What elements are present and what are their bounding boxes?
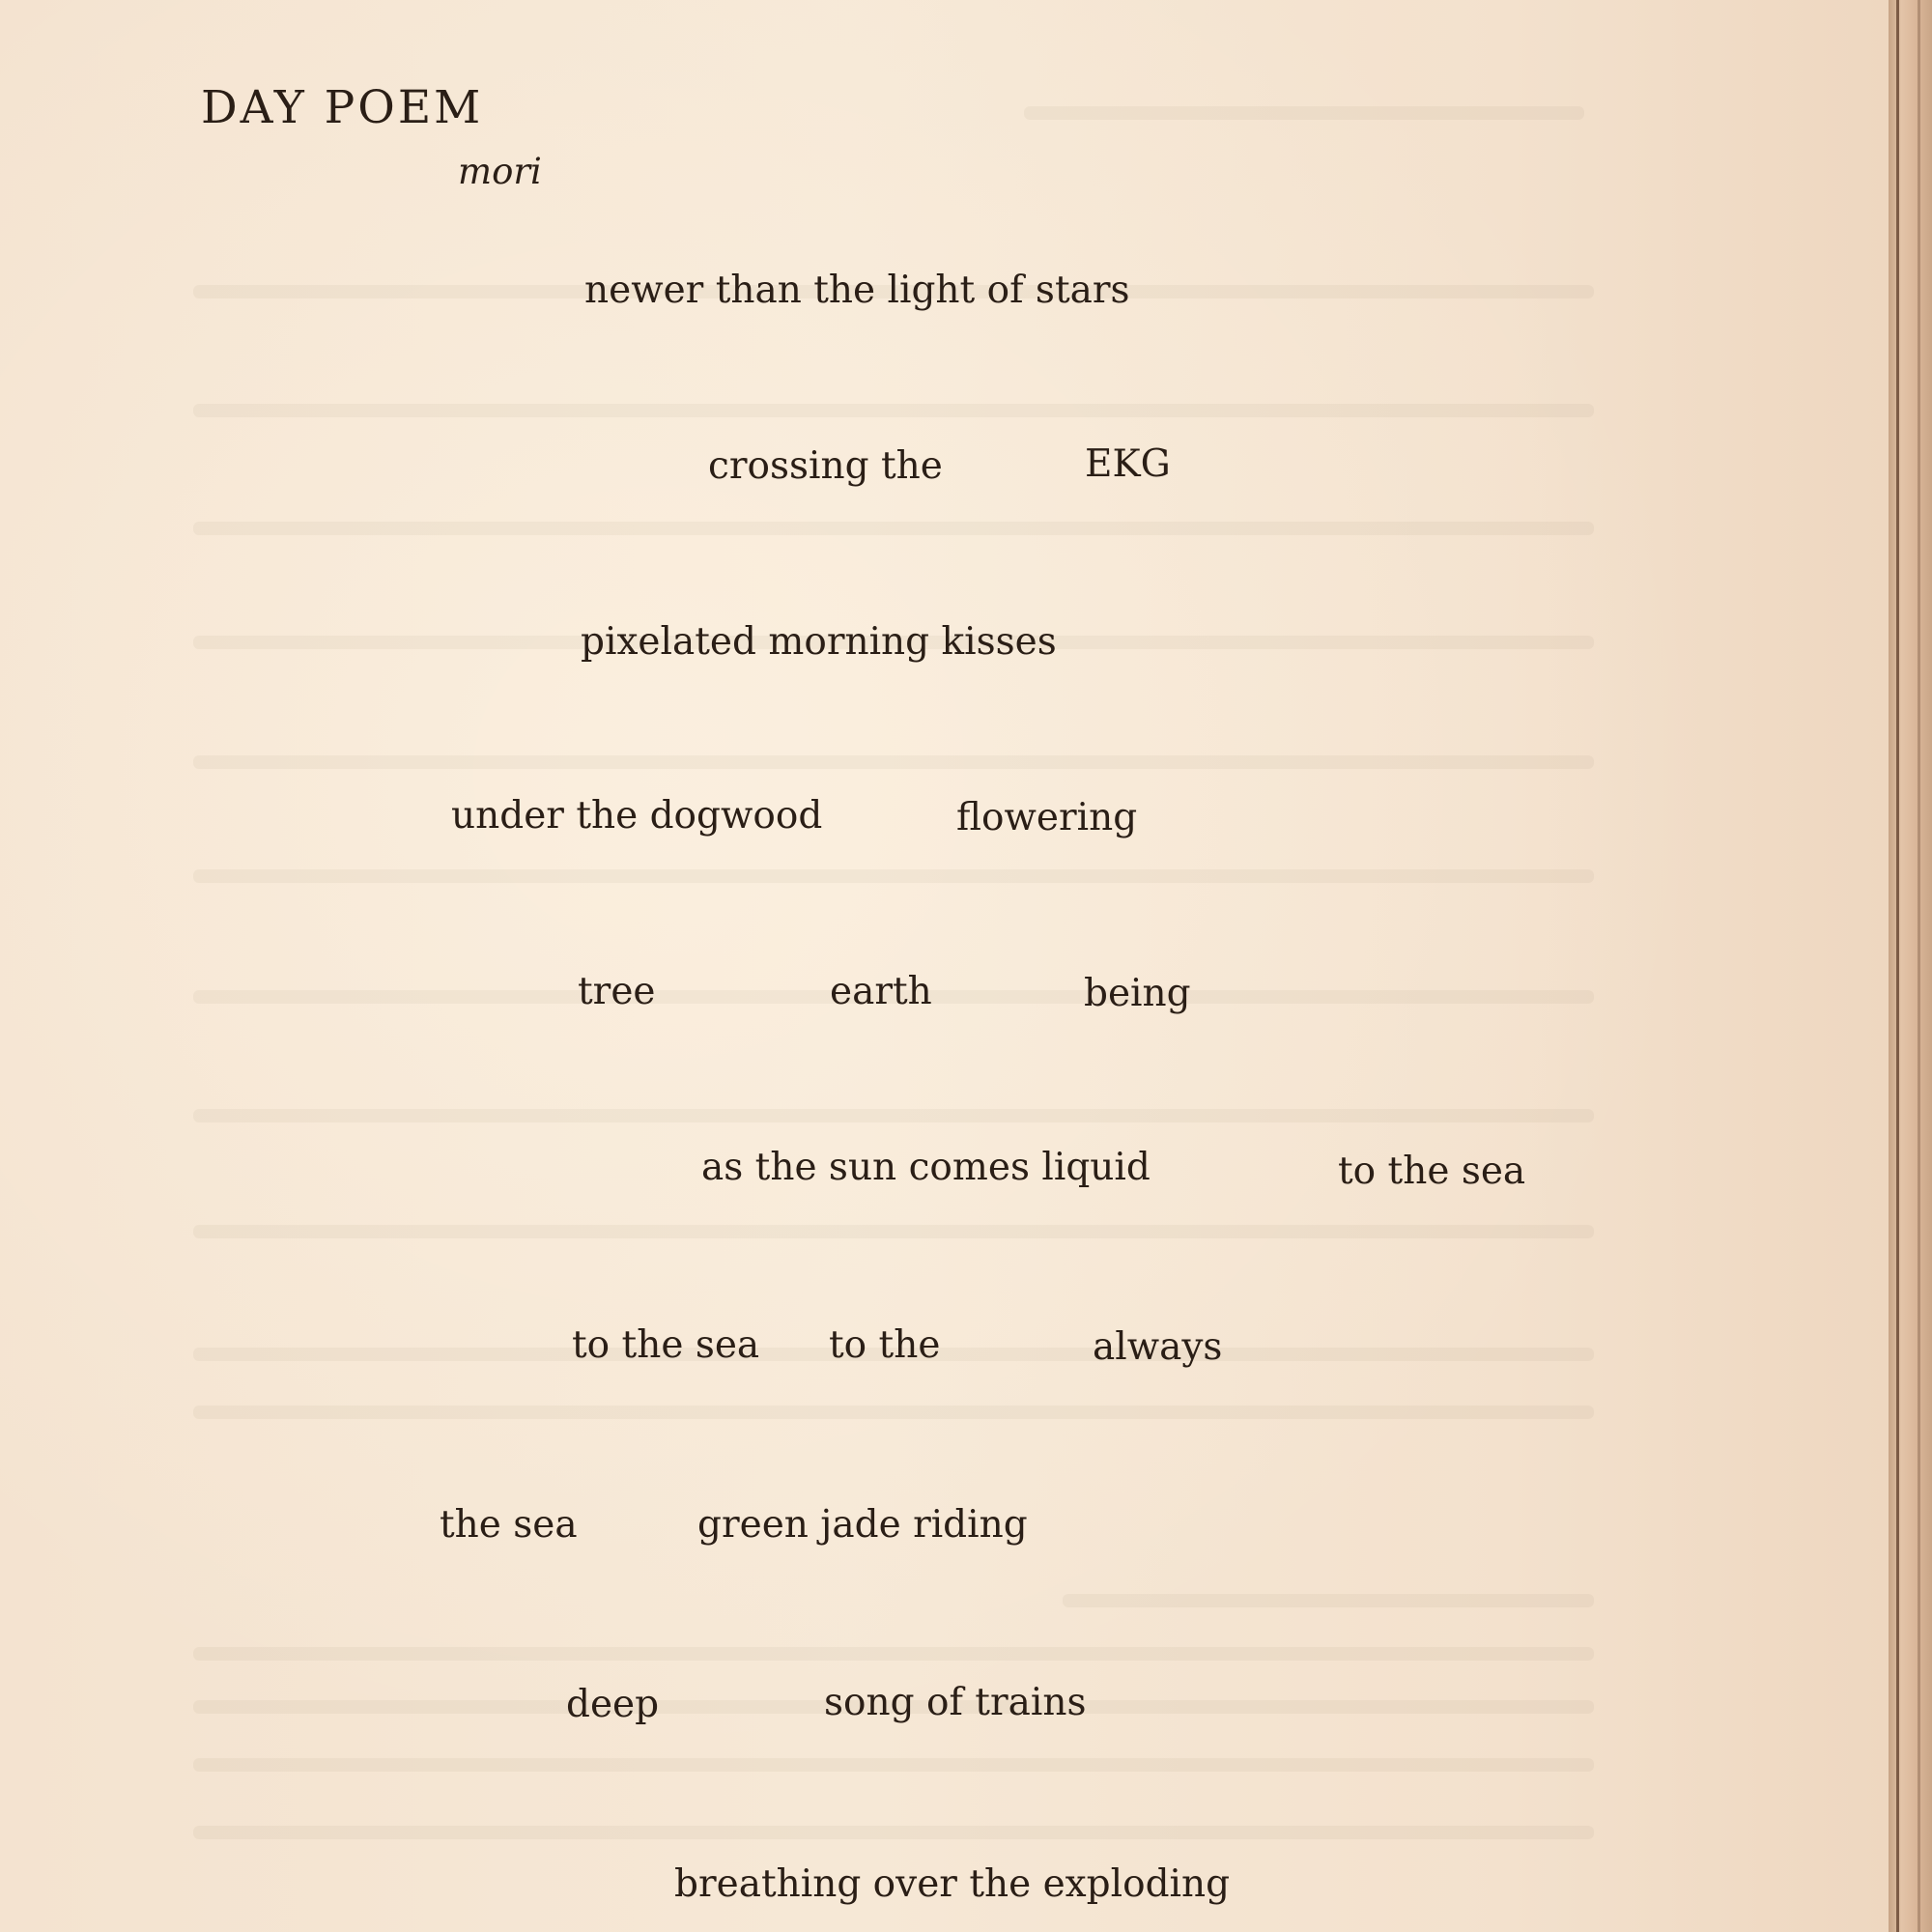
poem-line-2-phrase-1: crossing the: [708, 444, 943, 488]
poem-line-10-phrase-1: breathing over the exploding: [674, 1862, 1231, 1906]
poem-author: mori: [458, 151, 542, 192]
poem-line-9-phrase-2: song of trains: [824, 1681, 1087, 1724]
poem-line-8-phrase-1: the sea: [440, 1503, 578, 1547]
poem-line-8-phrase-2: green jade riding: [697, 1503, 1028, 1547]
poem-line-9-phrase-1: deep: [566, 1683, 660, 1726]
poem-line-7-phrase-1: to the sea: [572, 1323, 760, 1367]
poem-line-6-phrase-1: as the sun comes liquid: [701, 1146, 1151, 1189]
poem-line-7-phrase-2: to the: [829, 1323, 941, 1367]
poem-line-2-phrase-2: EKG: [1085, 442, 1171, 486]
poem-title: DAY POEM: [201, 81, 484, 134]
poem-line-3-phrase-1: pixelated morning kisses: [581, 620, 1057, 664]
poem-line-6-phrase-2: to the sea: [1338, 1150, 1526, 1193]
page-stack-edge: [1889, 0, 1932, 1932]
poem-line-5-phrase-2: earth: [830, 970, 932, 1013]
poem-line-1-phrase-1: newer than the light of stars: [584, 269, 1130, 312]
poem-line-4-phrase-1: under the dogwood: [451, 794, 823, 838]
poem-line-5-phrase-1: tree: [578, 970, 656, 1013]
poem-line-7-phrase-3: always: [1093, 1325, 1223, 1369]
poem-line-5-phrase-3: being: [1084, 972, 1191, 1015]
poem-line-4-phrase-2: flowering: [956, 796, 1138, 839]
